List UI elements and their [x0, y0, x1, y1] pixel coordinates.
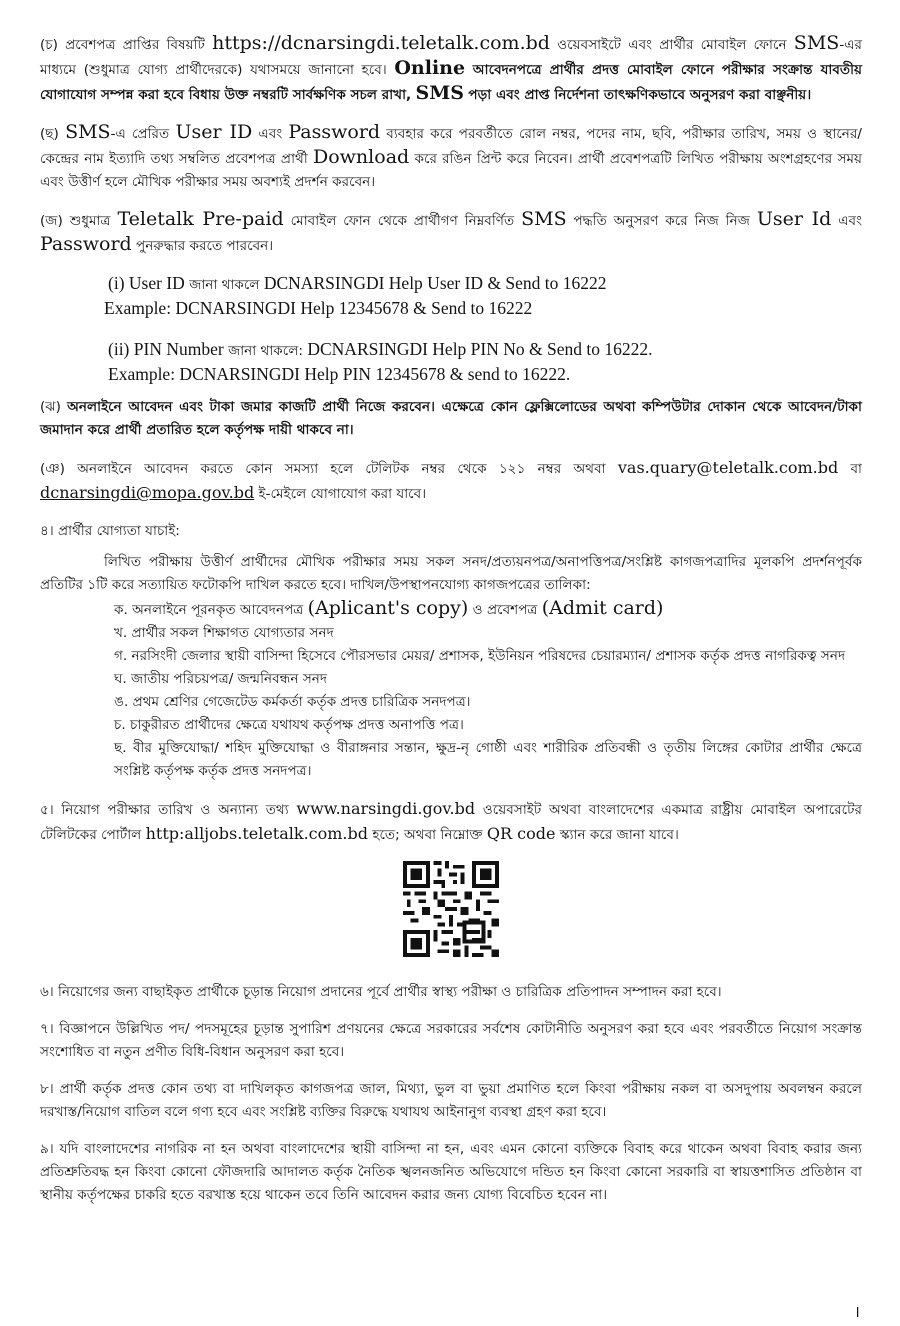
chha-t4: করে রঙিন প্রিন্ট করে নিবেন। প্রার্থী প্রবেশপত্রটি লিখিত পরীক্ষায় অংশগ্রহণের সময় এবং উত্তীর্ণ হলে মৌখিক পরীক্ষার সময় অবশ্যই প্রদর্শন করবেন। [40, 151, 863, 190]
ja-lead: (জ) শুধুমাত্র [40, 213, 111, 229]
sms-help-ii [108, 338, 862, 363]
list-ka-en2: (Admit card) [541, 597, 664, 619]
sms-help-i-b: জানা থাকলে [189, 277, 260, 293]
para-chha [40, 121, 862, 194]
ja-sms: SMS [521, 208, 567, 230]
section5-t2: ওয়েবসাইট অথবা বাংলাদেশের একমাত্র রাষ্ট্রীয় মোবাইল অপারেটের টেলিটকের পোর্টাল [40, 802, 862, 843]
chha-t2: এবং [258, 126, 283, 142]
list-item-ga: গ. নরসিংদী জেলার স্থায়ী বাসিন্দা হিসেবে পৌরসভার মেয়র/ প্রশাসক, ইউনিয়ন পরিষদের চেয়ারম্যান/ প্রশাসক কর্তৃক প্রদত্ত নাগরিকত্ব সনদ [114, 648, 846, 664]
list-item-ka [114, 597, 862, 622]
chha-password: Password [288, 121, 381, 143]
ja-password: Password [40, 233, 132, 255]
jha-text: অনলাইনে আবেদন এবং টাকা জমার কাজটি প্রার্থী নিজে করবেন। এক্ষেত্রে কোন ফ্লেক্সিলোডের অথবা কম্পিউটার দোকান থেকে আবেদন/টাকা জমাদান করে প্রার্থী প্রতারিত হলে কর্তৃপক্ষ দায়ী থাকবে না। [40, 399, 862, 438]
list-ka-en: (Aplicant's copy) [307, 597, 469, 619]
sms-help-i-example: Example: DCNARSINGDI Help 12345678 & Send to 16222 [104, 298, 533, 318]
nya-email1: vas.quary@teletalk.com.bd [617, 458, 839, 477]
section5-t3: হতে; অথবা নিম্নোক্ত [372, 827, 483, 843]
section4-heading: ৪। প্রার্থীর যোগ্যতা যাচাই: [40, 523, 180, 539]
qr-code-icon[interactable] [403, 861, 499, 957]
list-item-kha: খ. প্রার্থীর সকল শিক্ষাগত যোগ্যতার সনদ [114, 625, 334, 641]
chha-lead: (ছ) [40, 126, 59, 142]
sms-help-block [40, 272, 862, 386]
cha-lead: (চ) প্রবেশপত্র প্রাপ্তির বিষয়টি [40, 37, 205, 53]
section4-list [40, 597, 862, 783]
section5-t1: ৫। নিয়োগ পরীক্ষার তারিখ ও অন্যান্য তথ্য [40, 802, 289, 818]
cha-bold1: আবেদনপত্রে প্রার্থীর প্রদত্ত মোবাইল ফোনে পরীক্ষার সংক্রান্ত যাবতীয় যোগাযোগ সম্পন্ন করা হবে বিধায় উক্ত নম্বরটি সার্বক্ষণিক সচল রাখা, [40, 62, 862, 103]
cha-online: Online [394, 57, 466, 79]
sms-help-ii-b: জানা থাকলে: [228, 343, 303, 359]
sms-help-i-c: DCNARSINGDI Help User ID & Send to 16222 [263, 273, 607, 293]
cha-mid: ওয়েবসাইটে এবং প্রার্থীর মোবাইল ফোনে [557, 37, 787, 53]
chha-userid: User ID [175, 121, 253, 143]
cha-sms: SMS [793, 32, 840, 54]
ja-t1: মোবাইল ফোন থেকে প্রার্থীগণ নিম্নবর্ণিত [290, 213, 515, 229]
sms-help-ii-example: Example: DCNARSINGDI Help PIN 12345678 & send to 16222. [108, 364, 571, 384]
ja-t4: পুনরুদ্ধার করতে পারবেন। [136, 238, 274, 254]
para-nya [40, 456, 862, 506]
section5-t4: স্ক্যান করে জানা যাবে। [559, 827, 679, 843]
section5-url1: www.narsingdi.gov.bd [296, 799, 476, 818]
section4-intro: লিখিত পরীক্ষায় উত্তীর্ণ প্রার্থীদের মৌখিক পরীক্ষার সময় সকল সনদ/প্রত্যয়নপত্র/অনাপত্তিপত্র/সংশ্লিষ্ট কাগজপত্রাদির মূলকপি প্রদর্শনপূর্বক প্রতিটির ১টি করে সত্যায়িত ফটোকপি দাখিল করতে হবে। দাখিল/উপস্থাপনযোগ্য কাগজপত্রের তালিকা: [40, 554, 862, 593]
chha-sms: SMS [65, 121, 111, 143]
section5 [40, 797, 862, 847]
list-item-cha: চ. চাকুরীরত প্রার্থীদের ক্ষেত্রে যথাযথ কর্তৃপক্ষ প্রদত্ত অনাপত্তি পত্র। [114, 717, 464, 733]
page-mark: । [853, 1304, 860, 1321]
para-cha [40, 0, 862, 107]
cha-bold-sms: SMS [415, 82, 465, 104]
chha-download: Download [313, 146, 410, 168]
section9: ৯। যদি বাংলাদেশের নাগরিক না হন অথবা বাংলাদেশের স্থায়ী বাসিন্দা না হন, এবং এমন কোনো ব্যক্তিকে বিবাহ করে থাকেন অথবা বিবাহ করার জন্য প্রতিশ্রুতিবদ্ধ হন কিংবা কোনো ফৌজদারি আদালত কর্তৃক নৈতিক স্খলনজনিত অভিযোগে দন্ডিত হন কিংবা কোনো সরকারি বা স্বায়ত্তশাসিত প্রতিষ্ঠান বা স্থানীয় কর্তৃপক্ষের চাকরি হতে বরখাস্ত হয়ে থাকেন তবে তিনি আবেদন করার জন্য যোগ্য বিবেচিত হবেন না। [40, 1141, 862, 1203]
sms-help-i-a: (i) User ID [108, 273, 185, 293]
nya-t2: ই-মেইলে যোগাযোগ করা যাবে। [258, 486, 427, 502]
list-item-umo: ঙ. প্রথম শ্রেণির গেজেটেড কর্মকর্তা কর্তৃক প্রদত্ত চারিত্রিক সনদপত্র। [114, 694, 471, 710]
jha-lead: (ঝ) [40, 399, 61, 415]
list-ka-text: ক. অনলাইনে পূরনকৃত আবেদনপত্র [114, 602, 304, 618]
nya-lead: (ঞ) অনলাইনে আবেদন করতে কোন সমস্যা হলে টেলিটক নম্বর থেকে ১২১ নম্বর অথবা [40, 461, 606, 477]
section5-url2: http:alljobs.teletalk.com.bd [145, 824, 368, 843]
sms-help-ii-a: (ii) PIN Number [108, 339, 224, 359]
ja-teletalk: Teletalk Pre-paid [117, 208, 284, 230]
list-ka-mid: ও প্রবেশপত্র [472, 602, 538, 618]
cha-mid2: -এর মাধ্যমে (শুধুমাত্র যোগ্য প্রার্থীদেরকে) যথাসময়ে জানানো হবে। [40, 37, 863, 78]
nya-t1: বা [850, 461, 862, 477]
ja-t3: এবং [838, 213, 862, 229]
sms-help-ii-c: DCNARSINGDI Help PIN No & Send to 16222. [307, 339, 653, 359]
chha-t1: -এ প্রেরিত [110, 126, 170, 142]
section8: ৮। প্রার্থী কর্তৃক প্রদত্ত কোন তথ্য বা দাখিলকৃত কাগজপত্র জাল, মিথ্যা, ভুল বা ভুয়া প্রমাণিত হলে কিংবা পরীক্ষায় নকল বা অসদুপায় অবলম্বন করলে দরখাস্ত/নিয়োগ বাতিল বলে গণ্য হবে এবং সংশ্লিষ্ট ব্যক্তির বিরুদ্ধে যথাযথ আইনানুগ ব্যবস্থা গ্রহণ করা হবে। [40, 1081, 862, 1120]
para-ja [40, 208, 862, 258]
section5-qr-label: QR code [486, 824, 556, 843]
list-item-chha: ছ. বীর মুক্তিযোদ্ধা/ শহিদ মুক্তিযোদ্ধা ও বীরাঙ্গনার সন্তান, ক্ষুদ্র-নৃ গোষ্ঠী এবং শারীরিক প্রতিবন্ধী ও তৃতীয় লিঙ্গের কোটার প্রার্থীর ক্ষেত্রে সংশ্লিষ্ট কর্তৃপক্ষ কর্তৃক প্রদত্ত সনদপত্র। [114, 740, 862, 779]
ja-user: User Id [756, 208, 832, 230]
nya-email2: dcnarsingdi@mopa.gov.bd [40, 483, 255, 502]
ja-t2: পদ্ধতি অনুসরণ করে নিজ নিজ [573, 213, 750, 229]
section6: ৬। নিয়োগের জন্য বাছাইকৃত প্রার্থীকে চূড়ান্ত নিয়োগ প্রদানের পূর্বে প্রার্থীর স্বাস্থ্য পরীক্ষা ও চারিত্রিক প্রতিপাদন সম্পাদন করা হবে। [40, 984, 722, 1000]
qr-code-wrap [40, 847, 862, 961]
section7: ৭। বিজ্ঞাপনে উল্লিখিত পদ/ পদসমূহের চূড়ান্ত সুপারিশ প্রণয়নের ক্ষেত্রে সরকারের সর্বশেষ কোটানীতি অনুসরণ করা হবে এবং পরবর্তীতে নিয়োগ সংক্রান্ত সংশোধিত বা নতুন প্রণীত বিধি-বিধান অনুসরণ করা হবে। [40, 1021, 862, 1060]
chha-t3: ব্যবহার করে পরবর্তীতে রোল নম্বর, পদের নাম, ছবি, পরীক্ষার তারিখ, সময় ও স্থানের/কেন্দ্রের নাম ইত্যাদি তথ্য সম্বলিত প্রবেশপত্র প্রার্থী [40, 126, 862, 167]
cha-bold2: পড়া এবং প্রাপ্ত নির্দেশনা তাৎক্ষণিকভাবে অনুসরণ করা বাঞ্ছনীয়। [468, 87, 812, 103]
para-jha [40, 396, 862, 442]
sms-help-i [108, 272, 862, 297]
cha-url: https://dcnarsingdi.teletalk.com.bd [212, 32, 550, 54]
list-item-gha: ঘ. জাতীয় পরিচয়পত্র/ জন্মনিবন্ধন সনদ [114, 671, 328, 687]
